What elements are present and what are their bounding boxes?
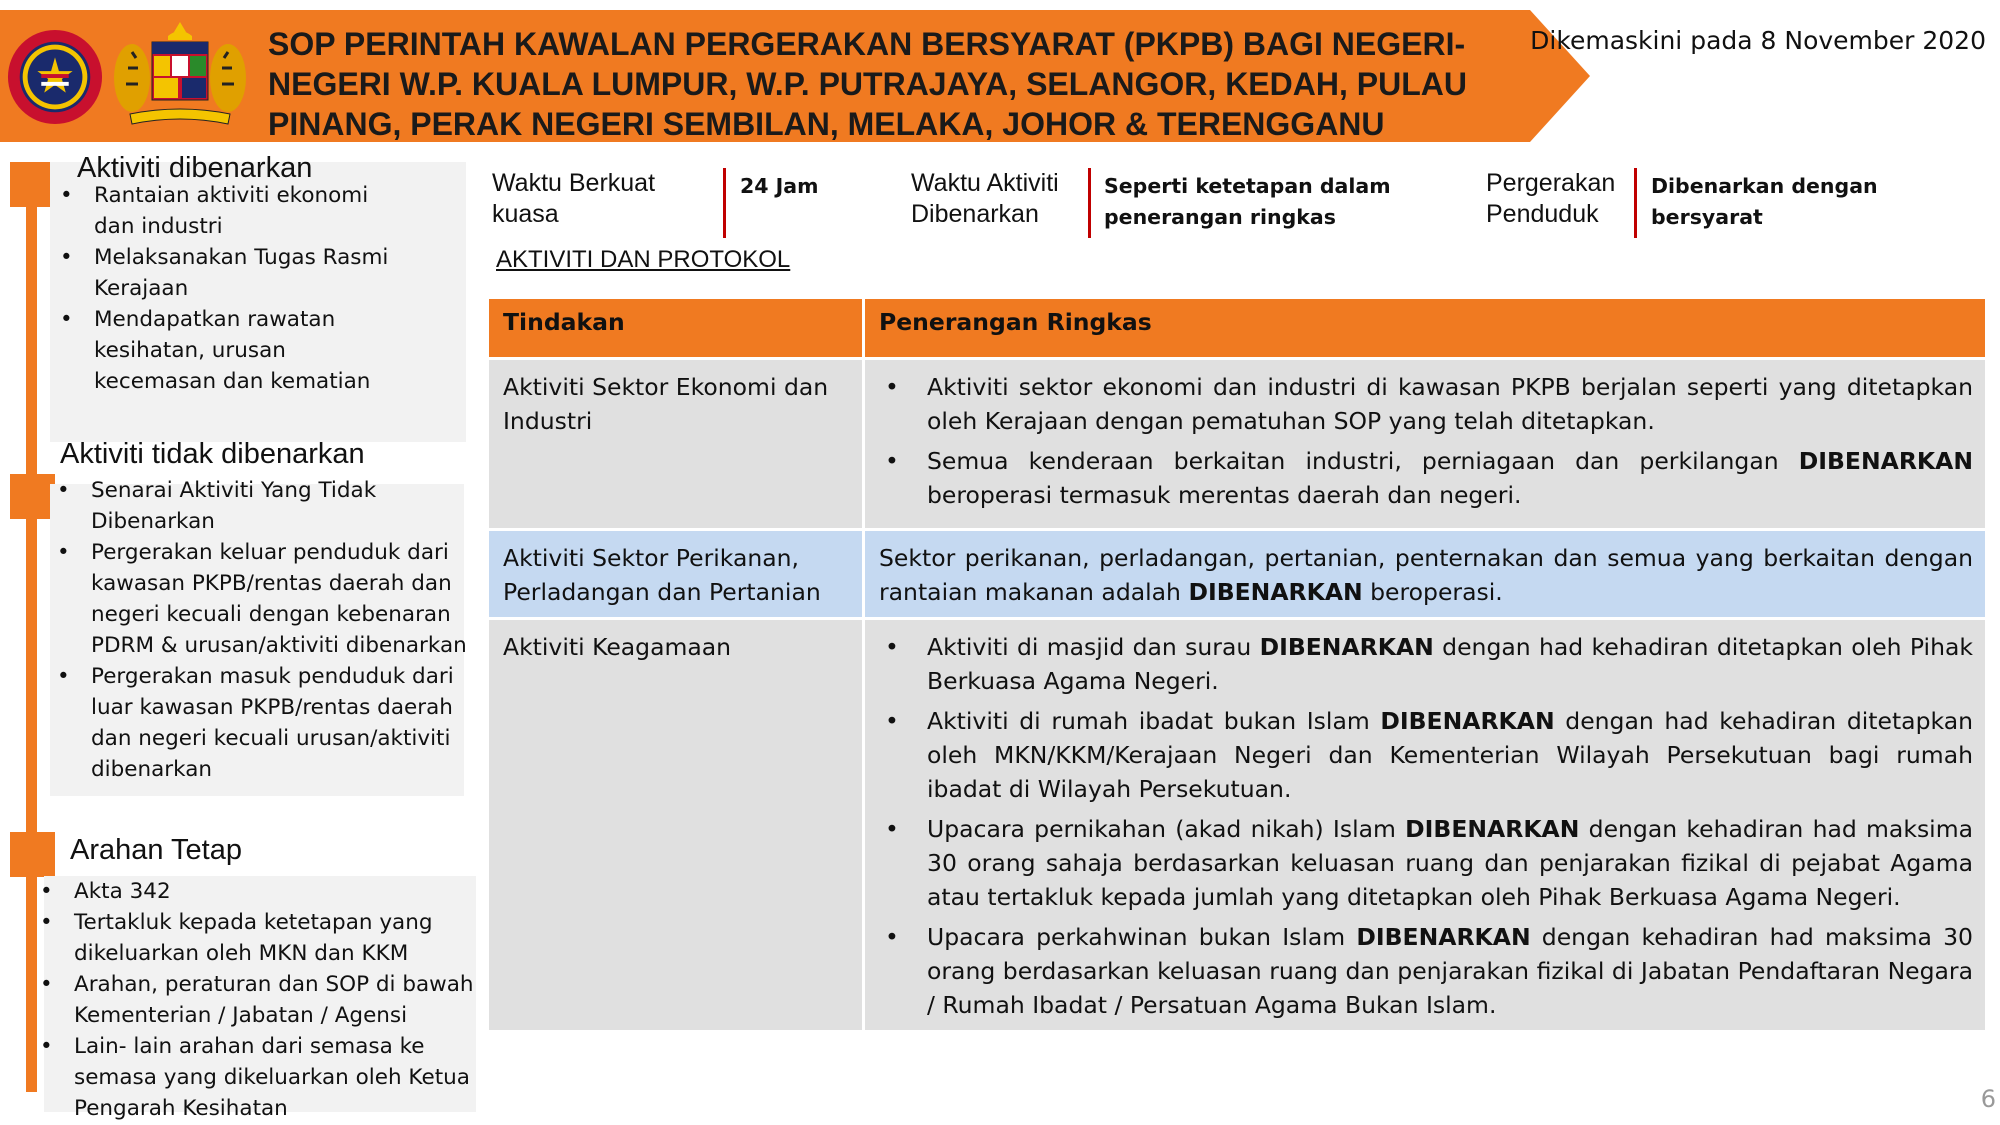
directives-list [40,876,480,1124]
info-value-time: 24 Jam [740,174,819,198]
timeline-line [26,180,37,1092]
updated-date: Dikemaskini pada 8 November 2020 [1530,26,1986,55]
column-header-description: Penerangan Ringkas [864,298,1987,359]
not-allowed-title: Aktiviti tidak dibenarkan [60,438,365,470]
column-header-action: Tindakan [488,298,864,359]
description-bullet: • Upacara perkahwinan bukan Islam DIBENARKAN dengan kehadiran had maksima 30 orang berdasarkan keluasan ruang dan penjarakan fizikal di Jabatan Pendaftaran Negara / Rumah Ibadat / Persatuan Agama Bukan Islam. [879,920,1973,1022]
info-divider [1634,168,1637,238]
malaysia-coat-of-arms [110,18,250,128]
action-cell: Aktiviti Sektor Ekonomi dan Industri [488,359,864,530]
page-number: 6 [1980,1085,1996,1113]
description-cell: Sektor perikanan, perladangan, pertanian, penternakan dan semua yang berkaitan dengan rantaian makanan adalah DIBENARKAN beroperasi. [864,530,1987,619]
timeline-node-not-allowed [10,474,55,519]
section-heading: AKTIVITI DAN PROTOKOL [496,246,791,273]
info-label-activity-time: Waktu Aktiviti Dibenarkan [911,169,1059,228]
not-allowed-list [57,475,467,785]
allowed-title: Aktiviti dibenarkan [77,152,313,184]
list-item: • Mendapatkan rawatan kesihatan, urusan kecemasan dan kematian [60,304,390,397]
info-label-movement: Pergerakan Penduduk [1486,169,1616,228]
list-item: • Tertakluk kepada ketetapan yang dikeluarkan oleh MKN dan KKM [40,907,480,969]
emphasis-text: DIBENARKAN [1405,815,1580,843]
table-header-row [488,298,1987,359]
list-item: • Akta 342 [40,876,480,907]
description-cell [864,359,1987,530]
description-bullet: • Upacara pernikahan (akad nikah) Islam DIBENARKAN dengan kehadiran had maksima 30 orang sahaja berdasarkan keluasan ruang dan penjarakan fizikal di pejabat Agama atau tertakluk kepada jumlah yang ditetapkan oleh Pihak Berkuasa Agama Negeri. [879,812,1973,914]
list-item: • Melaksanakan Tugas Rasmi Kerajaan [60,242,390,304]
timeline-node-allowed [10,162,55,207]
description-bullet: • Aktiviti di rumah ibadat bukan Islam DIBENARKAN dengan had kehadiran ditetapkan oleh MKN/KKM/Kerajaan Negeri dan Kementerian Wilayah Persekutuan bagi rumah ibadat di Wilayah Persekutuan. [879,704,1973,806]
info-divider [1088,168,1091,238]
description-bullet: • Aktiviti di masjid dan surau DIBENARKAN dengan had kehadiran ditetapkan oleh Pihak Berkuasa Agama Negeri. [879,630,1973,698]
action-cell: Aktiviti Sektor Perikanan, Perladangan dan Pertanian [488,530,864,619]
list-item: • Pergerakan keluar penduduk dari kawasan PKPB/rentas daerah dan negeri kecuali dengan kebenaran PDRM & urusan/aktiviti dibenarkan [57,537,467,661]
info-label-time: Waktu Berkuat kuasa [492,169,656,228]
emphasis-text: DIBENARKAN [1380,707,1555,735]
list-item: • Arahan, peraturan dan SOP di bawah Kementerian / Jabatan / Agensi [40,969,480,1031]
description-bullet: • Semua kenderaan berkaitan industri, perniagaan dan perkilangan DIBENARKAN beroperasi termasuk merentas daerah dan negeri. [879,444,1973,512]
description-cell [864,619,1987,1032]
nsc-logo [6,28,104,126]
info-value-movement: Dibenarkan dengan bersyarat [1651,174,1878,229]
emphasis-text: DIBENARKAN [1259,633,1434,661]
timeline-node-directives [10,832,55,877]
table-row [488,530,1987,619]
list-item: • Lain- lain arahan dari semasa ke semasa yang dikeluarkan oleh Ketua Pengarah Kesihatan [40,1031,480,1124]
list-item: • Pergerakan masuk penduduk dari luar kawasan PKPB/rentas daerah dan negeri kecuali urusan/aktiviti dibenarkan [57,661,467,785]
emphasis-text: DIBENARKAN [1798,447,1973,475]
action-cell: Aktiviti Keagamaan [488,619,864,1032]
table-row [488,359,1987,530]
emphasis-text: DIBENARKAN [1188,578,1363,606]
protocol-table [486,296,1988,1033]
list-item: • Senarai Aktiviti Yang Tidak Dibenarkan [57,475,467,537]
table-row [488,619,1987,1032]
page-title: SOP PERINTAH KAWALAN PERGERAKAN BERSYARAT (PKPB) BAGI NEGERI-NEGERI W.P. KUALA LUMPUR, W.P. PUTRAJAYA, SELANGOR, KEDAH, PULAU PINANG, PERAK NEGERI SEMBILAN, MELAKA, JOHOR & TERENGGANU [268,26,1467,142]
emphasis-text: DIBENARKAN [1356,923,1531,951]
list-item: • Rantaian aktiviti ekonomi dan industri [60,180,390,242]
info-divider [723,168,726,238]
description-bullet: • Aktiviti sektor ekonomi dan industri di kawasan PKPB berjalan seperti yang ditetapkan oleh Kerajaan dengan pematuhan SOP yang telah ditetapkan. [879,370,1973,438]
info-value-activity-time: Seperti ketetapan dalam penerangan ringkas [1104,174,1391,229]
allowed-list [60,180,390,397]
directives-title: Arahan Tetap [70,834,242,866]
